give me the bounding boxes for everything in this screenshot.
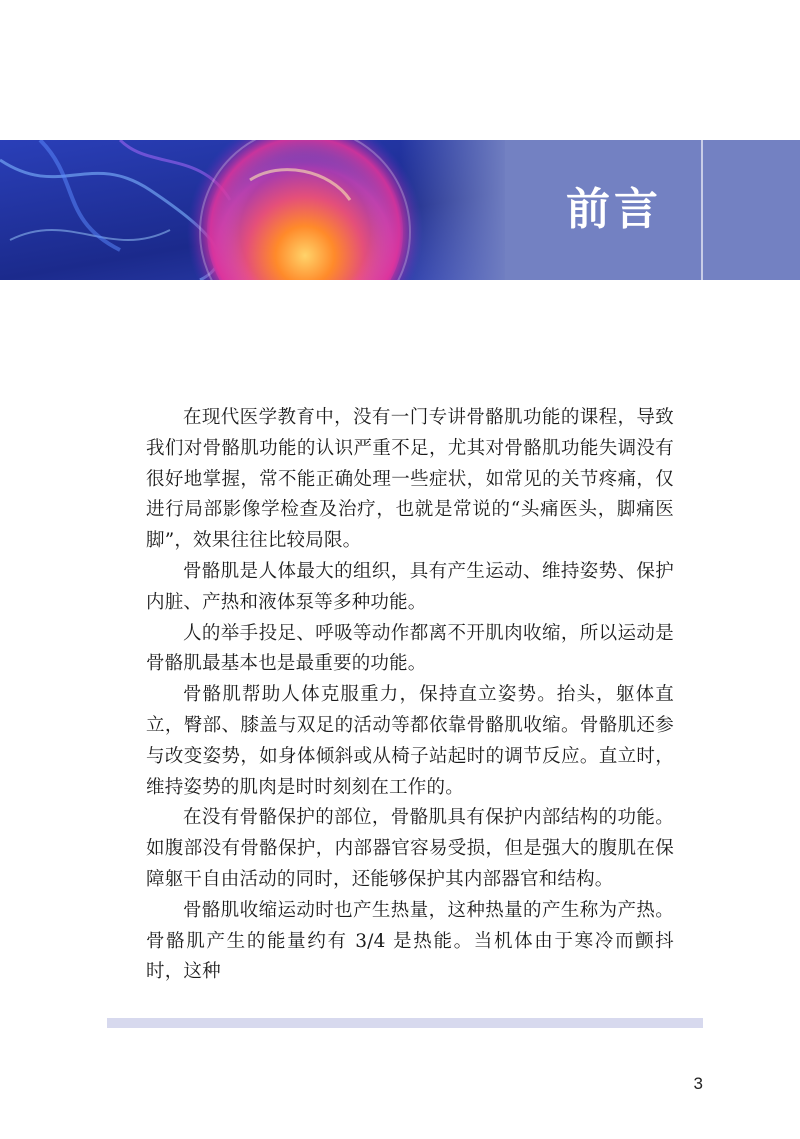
page-number: 3 xyxy=(693,1074,703,1093)
chapter-title: 前言 xyxy=(566,184,662,235)
paragraph: 在现代医学教育中，没有一门专讲骨骼肌功能的课程，导致我们对骨骼肌功能的认识严重不足，尤其对骨骼肌功能失调没有很好地掌握，常不能正确处理一些症状，如常见的关节疼痛，仅进行局部影像学检查及治疗，也就是常说的“头痛医头，脚痛医脚”，效果往往比较局限。 xyxy=(146,407,674,552)
footer-bar xyxy=(107,1018,703,1028)
body-text xyxy=(146,403,674,988)
paragraph: 在没有骨骼保护的部位，骨骼肌具有保护内部结构的功能。如腹部没有骨骼保护，内部器官容易受损，但是强大的腹肌在保障躯干自由活动的同时，还能够保护其内部器官和结构。 xyxy=(146,807,674,890)
paragraph: 骨骼肌帮助人体克服重力，保持直立姿势。抬头，躯体直立，臀部、膝盖与双足的活动等都依靠骨骼肌收缩。骨骼肌还参与改变姿势，如身体倾斜或从椅子站起时的调节反应。直立时，维持姿势的肌肉是时时刻刻在工作的。 xyxy=(146,684,674,798)
paragraph: 人的举手投足、呼吸等动作都离不开肌肉收缩，所以运动是骨骼肌最基本也是最重要的功能。 xyxy=(146,622,674,675)
chapter-banner xyxy=(0,140,800,280)
paragraph: 骨骼肌收缩运动时也产生热量，这种热量的产生称为产热。骨骼肌产生的能量约有 3/4 是热能。当机体由于寒冷而颤抖时，这种 xyxy=(146,899,674,983)
paragraph: 骨骼肌是人体最大的组织，具有产生运动、维持姿势、保护内脏、产热和液体泵等多种功能。 xyxy=(146,560,674,613)
banner-artwork xyxy=(0,140,800,280)
